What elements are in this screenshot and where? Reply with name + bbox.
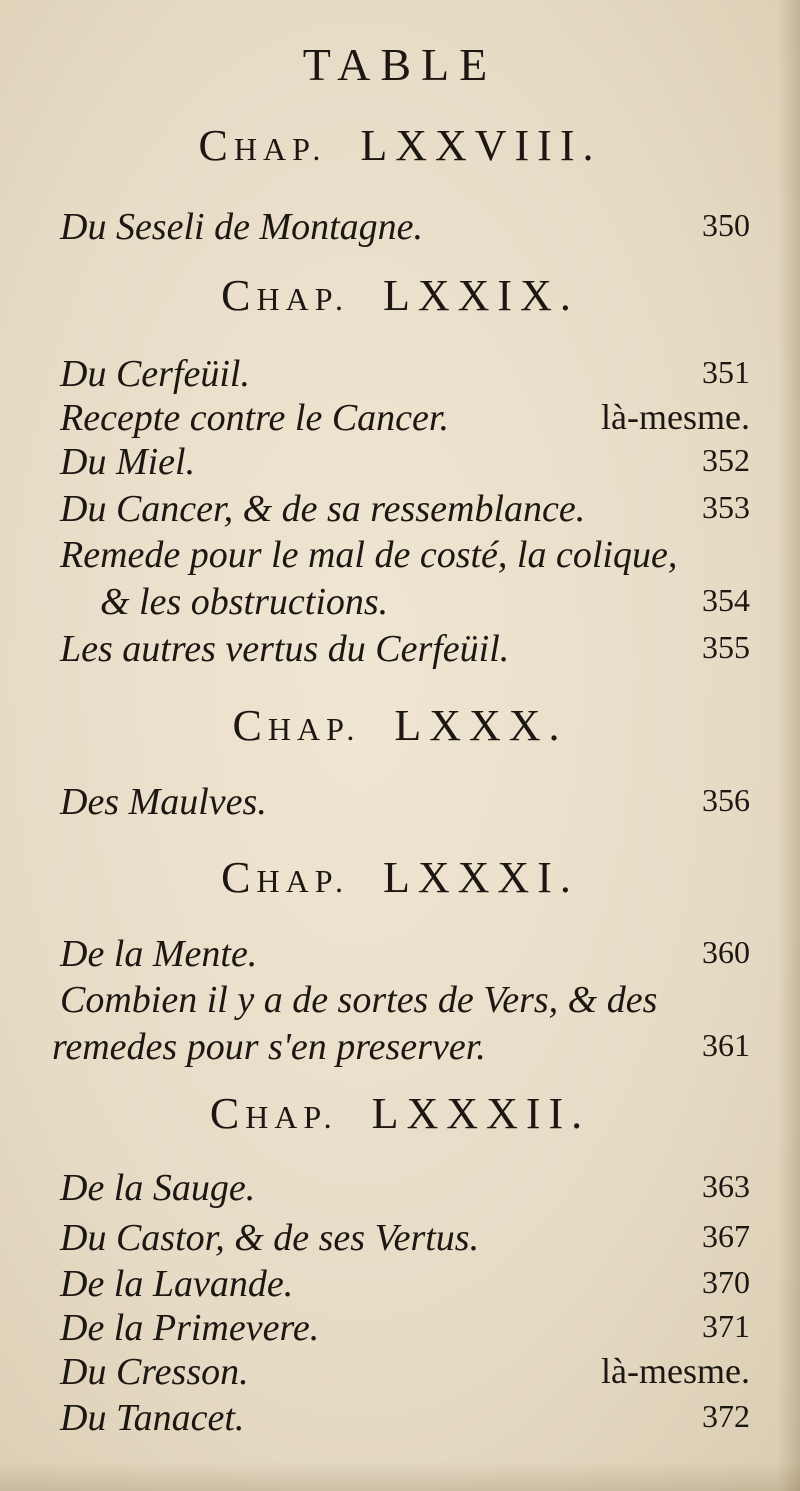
entry-page: 351 bbox=[702, 354, 750, 390]
entry-title: Du Castor, & de ses Vertus. bbox=[60, 1217, 480, 1259]
entry-title: Les autres vertus du Cerfeüil. bbox=[60, 628, 510, 670]
chapter-label-initial: C bbox=[232, 701, 268, 750]
entry-title: Du Miel. bbox=[60, 441, 196, 483]
toc-entry bbox=[60, 205, 750, 249]
toc-entry-continuation bbox=[52, 1025, 750, 1069]
entry-title: Du Seseli de Montagne. bbox=[60, 206, 424, 248]
toc-entry bbox=[60, 627, 750, 671]
entry-title: remedes pour s'en preserver. bbox=[52, 1026, 486, 1068]
entry-page: 367 bbox=[702, 1218, 750, 1254]
chapter-heading bbox=[0, 1088, 800, 1139]
entry-title: Du Cresson. bbox=[60, 1351, 249, 1393]
entry-page: là-mesme. bbox=[601, 397, 750, 437]
toc-entry bbox=[60, 533, 750, 577]
toc-entry bbox=[60, 932, 750, 976]
entry-title: Du Cancer, & de sa ressemblance. bbox=[60, 488, 586, 530]
toc-entry bbox=[60, 487, 750, 531]
entry-title: Du Cerfeüil. bbox=[60, 353, 250, 395]
entry-page: 371 bbox=[702, 1308, 750, 1344]
chapter-label-rest: HAP. bbox=[256, 863, 349, 899]
entry-title: Remede pour le mal de costé, la colique, bbox=[60, 534, 678, 576]
toc-entry bbox=[60, 352, 750, 396]
toc-entry bbox=[60, 1350, 750, 1394]
chapter-label-initial: C bbox=[198, 121, 234, 170]
entry-page: 370 bbox=[702, 1264, 750, 1300]
toc-entry bbox=[60, 1166, 750, 1210]
toc-entry bbox=[60, 1306, 750, 1350]
toc-entry bbox=[60, 978, 750, 1022]
chapter-label-rest: HAP. bbox=[245, 1099, 338, 1135]
chapter-label-rest: HAP. bbox=[267, 711, 361, 747]
entry-page: 353 bbox=[702, 489, 750, 525]
toc-entry bbox=[60, 396, 750, 440]
entry-page: 354 bbox=[702, 582, 750, 618]
entry-page: 363 bbox=[702, 1168, 750, 1204]
entry-page: là-mesme. bbox=[601, 1351, 750, 1391]
entry-page: 360 bbox=[702, 934, 750, 970]
toc-entry bbox=[60, 440, 750, 484]
chapter-number: LXXXII. bbox=[371, 1089, 591, 1138]
entry-title: Combien il y a de sortes de Vers, & des bbox=[60, 979, 658, 1021]
entry-page: 372 bbox=[702, 1398, 750, 1434]
chapter-heading bbox=[0, 270, 800, 321]
toc-entry bbox=[60, 1262, 750, 1306]
entry-page: 361 bbox=[702, 1027, 750, 1063]
entry-title: De la Primevere. bbox=[60, 1307, 320, 1349]
chapter-label-initial: C bbox=[209, 1089, 246, 1138]
entry-title: Du Tanacet. bbox=[60, 1397, 245, 1439]
chapter-heading bbox=[0, 700, 800, 751]
entry-title: De la Lavande. bbox=[60, 1263, 294, 1305]
entry-title: De la Sauge. bbox=[60, 1167, 256, 1209]
chapter-number: LXXVIII. bbox=[360, 121, 602, 170]
toc-entry-continuation bbox=[100, 580, 750, 624]
toc-entry bbox=[60, 1396, 750, 1440]
entry-page: 350 bbox=[702, 207, 750, 243]
chapter-number: LXXXI. bbox=[382, 853, 579, 902]
chapter-heading bbox=[0, 852, 800, 903]
chapter-heading bbox=[0, 120, 800, 171]
chapter-number: LXXX. bbox=[394, 701, 568, 750]
entry-title: Recepte contre le Cancer. bbox=[60, 397, 449, 439]
chapter-label-initial: C bbox=[221, 853, 257, 902]
entry-page: 355 bbox=[702, 629, 750, 665]
page-bottom-shadow bbox=[0, 1461, 800, 1491]
chapter-label-rest: HAP. bbox=[256, 281, 349, 317]
entry-title: De la Mente. bbox=[60, 933, 258, 975]
chapter-label-initial: C bbox=[221, 271, 257, 320]
entry-title: & les obstructions. bbox=[100, 581, 389, 623]
running-head: TABLE bbox=[302, 39, 498, 90]
entry-title: Des Maulves. bbox=[60, 781, 267, 823]
chapter-number: LXXIX. bbox=[382, 271, 579, 320]
entry-page: 352 bbox=[702, 442, 750, 478]
toc-entry bbox=[60, 780, 750, 824]
toc-entry bbox=[60, 1216, 750, 1260]
entry-page: 356 bbox=[702, 782, 750, 818]
chapter-label-rest: HAP. bbox=[233, 131, 327, 167]
